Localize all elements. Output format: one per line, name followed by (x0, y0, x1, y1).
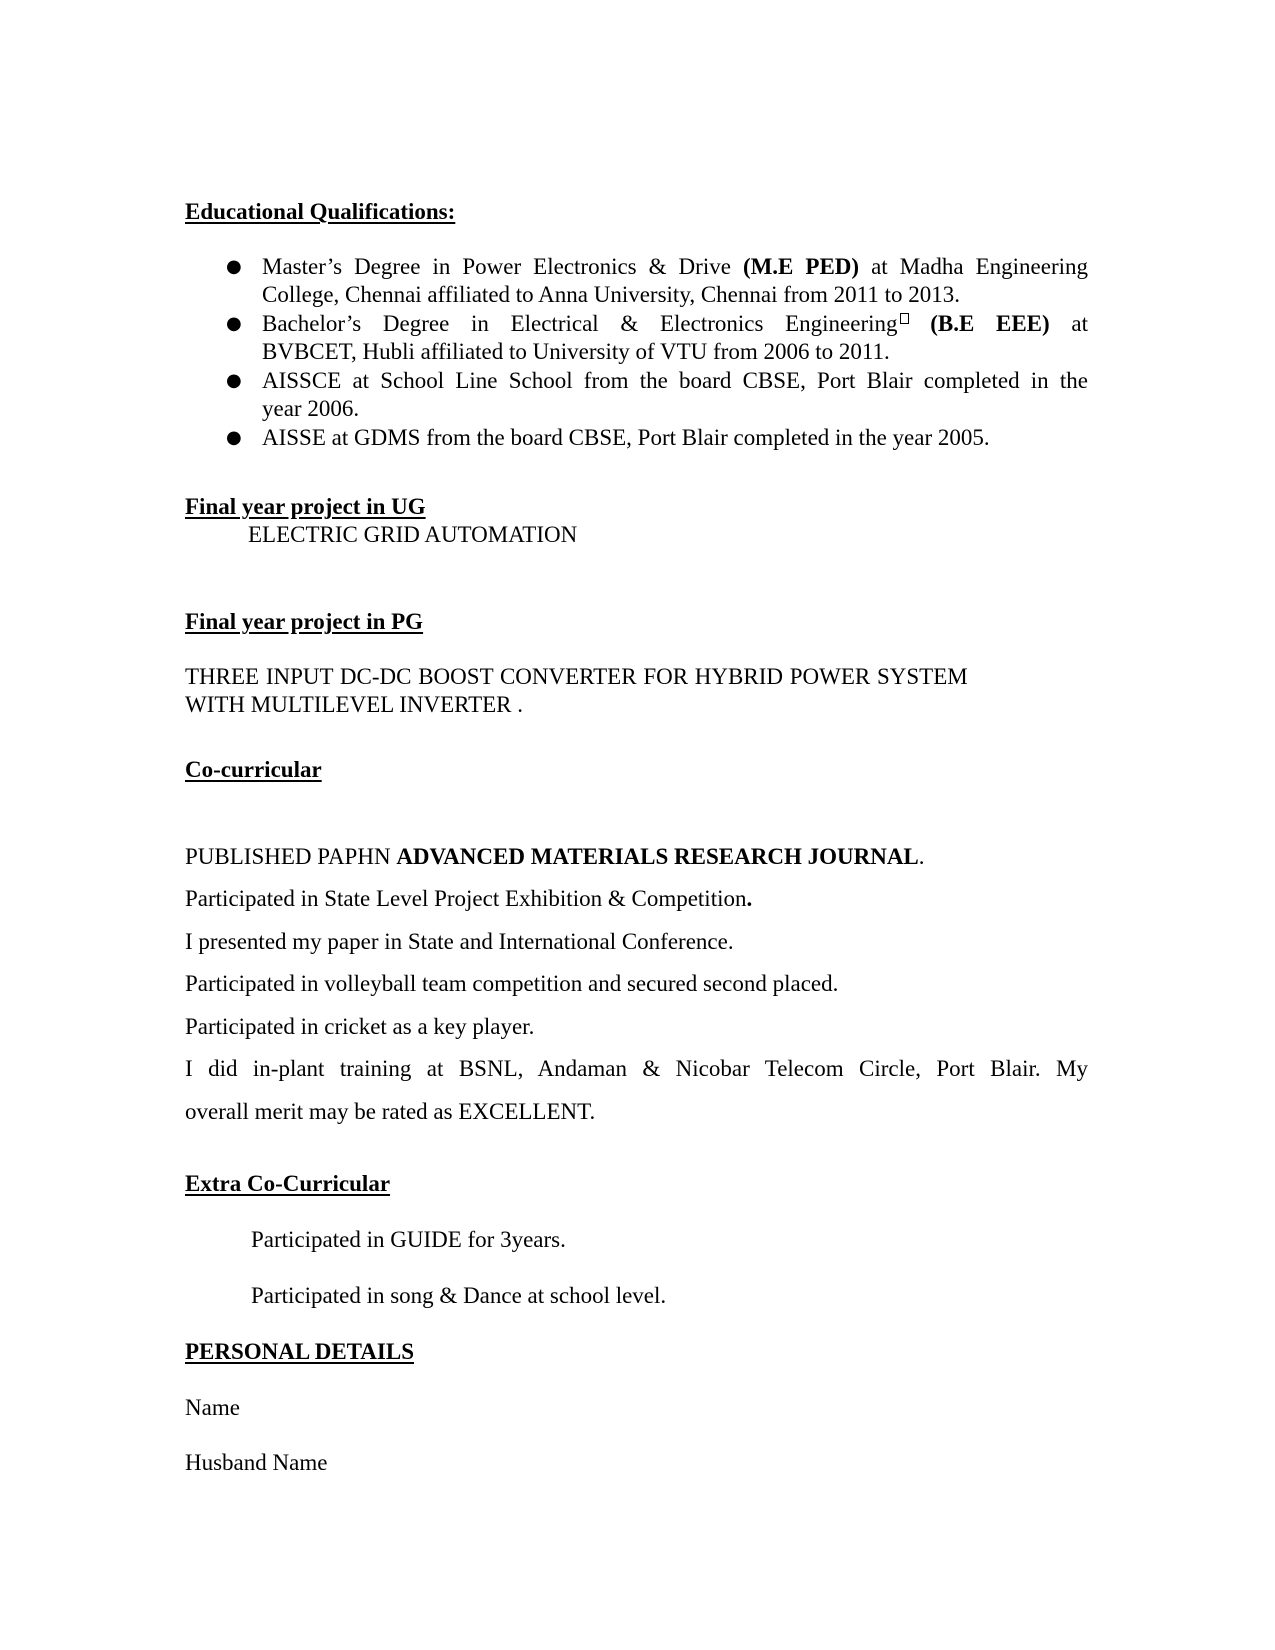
bullet-icon: ● (226, 370, 242, 391)
published-paper: PUBLISHED PAPHN ADVANCED MATERIALS RESEARCH JOURNAL. (185, 844, 925, 869)
ug-project-title: ELECTRIC GRID AUTOMATION (248, 522, 578, 547)
guide-participation: Participated in GUIDE for 3years. (251, 1227, 566, 1252)
name-label: Name (185, 1395, 240, 1420)
extra-co-curricular-heading: Extra Co-Curricular (185, 1171, 391, 1196)
education-heading: Educational Qualifications: (185, 199, 456, 224)
education-item-be-line2: BVBCET, Hubli affiliated to University of VTU from 2006 to 2011. (262, 339, 890, 364)
bullet-icon: ● (226, 256, 242, 277)
pg-project-title-line1: THREE INPUT DC-DC BOOST CONVERTER FOR HYBRID POWER SYSTEM (185, 664, 968, 689)
bullet-icon: ● (226, 427, 242, 448)
pg-project-title-line2: WITH MULTILEVEL INVERTER . (185, 692, 524, 717)
song-dance-participation: Participated in song & Dance at school level. (251, 1283, 667, 1308)
education-item-aisse-line1: AISSE at GDMS from the board CBSE, Port Blair completed in the year 2005. (262, 425, 990, 450)
education-item-be-line1: Bachelor’s Degree in Electrical & Electronics Engineering (B.E EEE) at (262, 311, 1088, 336)
cricket-player: Participated in cricket as a key player. (185, 1014, 535, 1039)
volleyball-competition: Participated in volleyball team competition and secured second placed. (185, 971, 839, 996)
co-curricular-heading: Co-curricular (185, 757, 322, 782)
inplant-training-line1: I did in-plant training at BSNL, Andaman & Nicobar Telecom Circle, Port Blair. My (185, 1056, 1088, 1081)
education-item-aissce-line2: year 2006. (262, 396, 360, 421)
education-item-me-line1: Master’s Degree in Power Electronics & Drive (M.E PED) at Madha Engineering (262, 254, 1088, 279)
conference-presentation: I presented my paper in State and International Conference. (185, 929, 734, 954)
project-exhibition: Participated in State Level Project Exhibition & Competition. (185, 886, 753, 911)
bullet-icon: ● (226, 313, 242, 334)
ug-project-heading: Final year project in UG (185, 494, 426, 519)
pg-project-heading: Final year project in PG (185, 609, 424, 634)
education-item-me-line2: College, Chennai affiliated to Anna University, Chennai from 2011 to 2013. (262, 282, 960, 307)
personal-details-heading: PERSONAL DETAILS (185, 1339, 415, 1364)
missing-glyph-icon (900, 313, 909, 324)
husband-name-label: Husband Name (185, 1450, 328, 1475)
education-item-aissce-line1: AISSCE at School Line School from the board CBSE, Port Blair completed in the (262, 368, 1088, 393)
inplant-training-line2: overall merit may be rated as EXCELLENT. (185, 1099, 596, 1124)
